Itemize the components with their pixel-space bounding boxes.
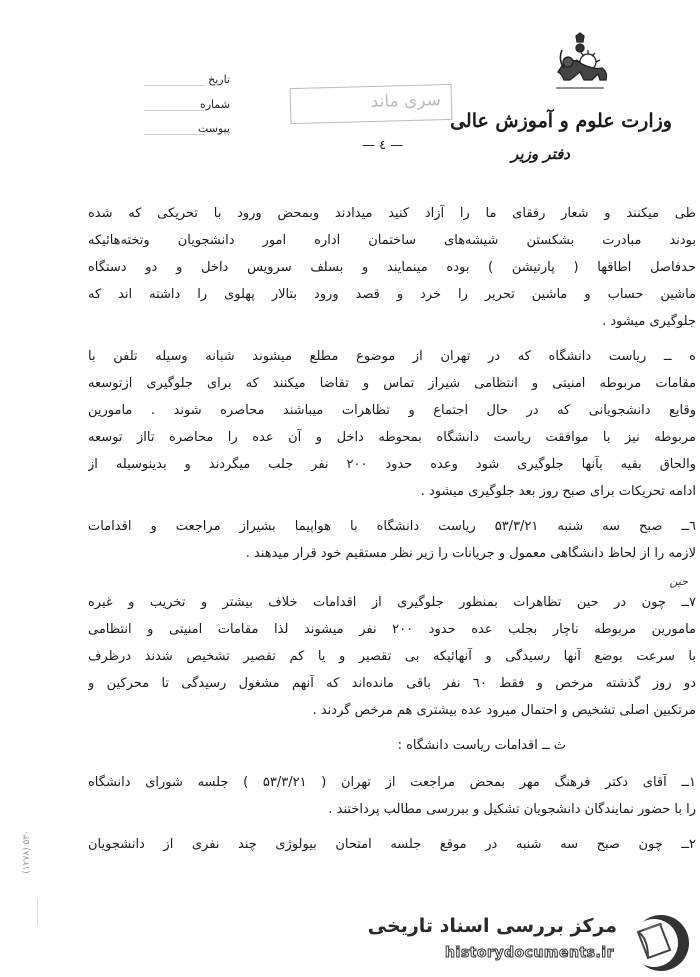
text-line: دو روز گذشته مرخص و فقط ٦۰ نفر باقی مانده‌اند که آنهم مشغول رسیدگی تا محرکین و [88,676,696,691]
date-field [150,73,230,86]
date-line [144,85,204,86]
text-line: را با حضور نمایندگان دانشجویان تشکیل و ببررسی مطالب پرداختند . [328,802,696,817]
text-line: لازمه را از لحاظ دانشگاهی معمول و جریانات را زیر نظر مستقیم خود قرار میدهند . [245,546,696,561]
handwritten-annotation: حین [669,575,688,588]
text-line: مقامات مربوطه امنیتی و انتظامی شیراز تماس و تقاضا میکنند که برای جلوگیری ازتوسعه [88,376,696,391]
paragraph-continuation [88,200,696,335]
office-name: دفتر وزیر [511,145,570,163]
text-line: با سرعت بوضع آنها رسیدگی و آنهائیکه بی تقصیر و یا کم تقصیر تشخیص شدند درظرف [88,649,696,664]
paragraph-5 [88,343,696,505]
text-line: بودند مبادرت بشکستن شیشه‌های ساختمان اداره امور دانشجویان وتخته‌هائیکه [88,233,696,248]
date-label: تاریخ [208,73,230,86]
text-line: والحاق بقیه بآنها جلوگیری شود وعده حدود ۲۰۰ نفر جلب میگردند و بدینوسیله از [88,457,696,472]
number-line [144,110,204,111]
attachment-line [144,134,204,135]
text-line: ه ــ ریاست دانشگاه که در تهران از موضوع مطلع میشوند شبانه وسیله تلفن با [88,349,696,364]
page-number: — ٤ — [362,138,404,153]
watermark-url: historydocuments.ir [445,945,614,961]
action-2 [88,831,696,858]
text-line: حدفاصل اطاقها ( پارتیشن ) بوده مینمایند و بسلف سرویس داخل و دو دستگاه [88,260,696,275]
text-line: ۱ــ آقای دکتر فرهنگ مهر بمحض مراجعت از تهران ( ۵۳/۳/۲۱ ) جلسه شورای دانشگاه [88,775,696,790]
margin-mark [37,900,38,924]
text-line: ۲ــ چون صبح سه شنبه در موقع جلسه امتحان بیولوژی چند نفری از دانشجویان [88,837,696,852]
annotation-row [88,575,696,589]
text-line: ادامه تحریکات برای صبح روز بعد جلوگیری میشود . [420,484,696,499]
text-line: ٦ــ صبح سه شنبه ۵۳/۳/۲۱ ریاست دانشگاه با هواپیما بشیراز مراجعت و اقدامات [88,519,696,534]
watermark-title: مرکز بررسی اسناد تاریخی [367,915,617,937]
document-body [88,200,696,866]
ministry-name: وزارت علوم و آموزش عالی [450,110,672,132]
number-label: شماره [199,98,230,111]
paragraph-7 [88,575,696,724]
text-line: طی میکنند و شعار رفقای ما را آزاد کنید میدادند وبمحض ورود با تحریکی که شده [88,206,696,221]
stamp-text: سری ماند [370,90,442,113]
text-line: وقایع دانشجویانی که در حال اجتماع و تظاهرات میباشند محاصره شوند . مامورین [88,403,696,418]
text-line: ۷ــ چون در حین تظاهرات بمنظور جلوگیری از اقدامات خلاف بیشتر و تخریب و غیره [88,595,696,610]
document-logo-icon [630,912,692,974]
margin-note: (۱۲۷۸) ۵۳۰ [22,830,32,874]
classification-stamp [290,84,453,124]
section-heading: ث ــ اقدامات ریاست دانشگاه : [397,738,566,753]
attachment-field [150,122,230,135]
text-line: مربوطه نیز با موافقت ریاست دانشگاه بمحوطه داخل و آن عده را محاصره تااز توسعه [88,430,696,445]
attachment-label: پیوست [197,122,230,135]
text-line: مرتکبین اصلی تشخیص و احتمال میرود عده بیشتری هم مرخص گردند . [312,703,696,718]
action-1 [88,769,696,823]
paragraph-6 [88,513,696,567]
watermark [367,910,700,972]
text-line: مامورین مربوطه ناچار بجلب عده حدود ۲۰۰ نفر میشوند لذا مقامات امنیتی و انتظامی [88,622,696,637]
text-line: جلوگیری میشود . [602,314,696,329]
number-field [150,98,230,111]
text-line: ماشین حساب و ماشین تحریر را خرد و قصد ورود بتالار پهلوی را داشته اند که [88,287,696,302]
lion-and-sun-emblem-icon [540,32,620,94]
